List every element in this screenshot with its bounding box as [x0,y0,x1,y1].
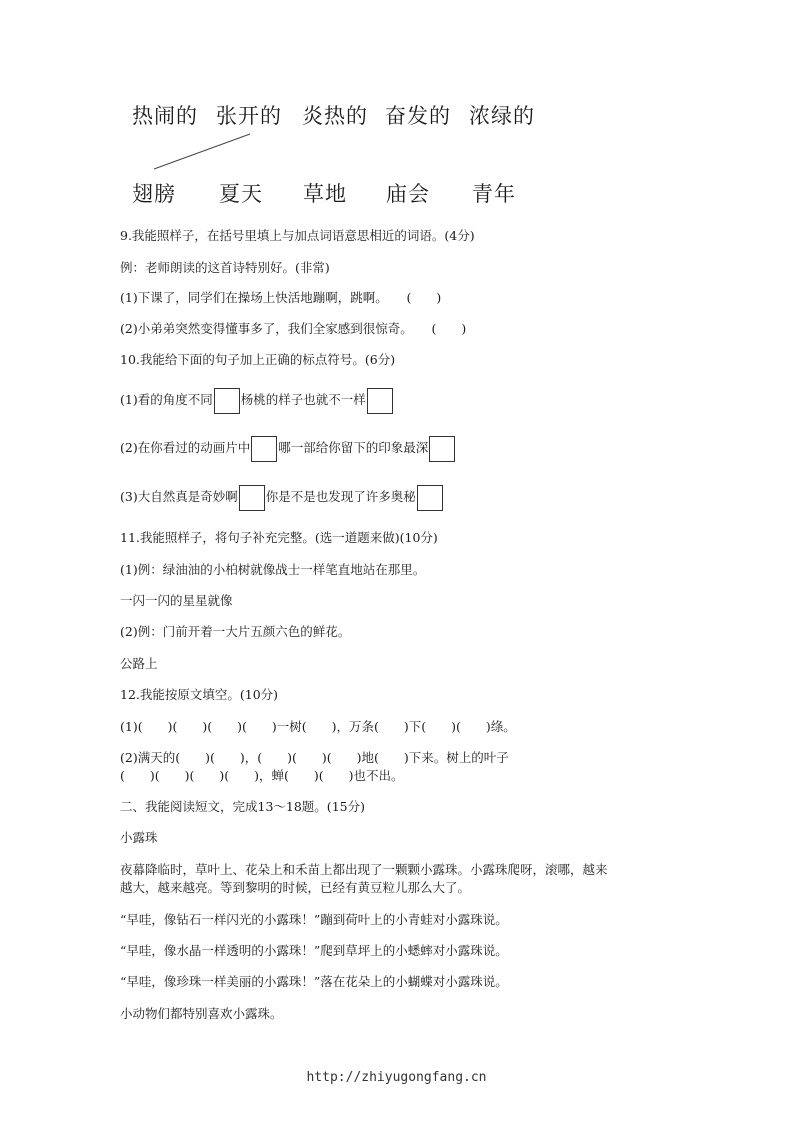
footer-url: http://zhiyugongfang.cn [306,1070,487,1085]
q11-answer-1: 一闪一闪的星星就像 [120,593,233,608]
q10-item-2 [120,434,456,462]
q9-item-1: (1)下课了，同学们在操场上快活地蹦啊，跳啊。 ( ) [120,290,442,305]
match-top-word-5: 浓绿的 [469,104,535,128]
q10-title: 10.我能给下面的句子加上正确的标点符号。(6分) [120,352,396,367]
match-top-word-1: 热闹的 [132,104,198,128]
q10-item-3 [120,483,444,511]
match-bottom-row [0,178,793,218]
punctuation-box[interactable] [239,485,265,511]
passage-para-2: “早哇，像钻石一样闪光的小露珠！”蹦到荷叶上的小青蛙对小露珠说。 [120,912,508,927]
q12-item-1: (1)( )( )( )( )一树( )，万条( )下( )( )绦。 [120,719,516,734]
match-top-word-4: 奋发的 [385,104,451,128]
passage-para-5: 小动物们都特别喜欢小露珠。 [120,1006,283,1021]
match-top-word-2: 张开的 [216,104,282,128]
match-bottom-word-1: 翅膀 [132,182,176,206]
match-top-row [0,100,793,140]
match-bottom-word-4: 庙会 [386,182,430,206]
q9-title: 9.我能照样子，在括号里填上与加点词语意思相近的词语。(4分) [120,228,475,243]
q11-answer-2: 公路上 [120,656,158,671]
q12-title: 12.我能按原文填空。(10分) [120,687,279,702]
punctuation-box[interactable] [429,436,455,462]
q12-item-2-line-2: ( )( )( )( )，蝉( )( )也不出。 [120,768,404,783]
punctuation-box[interactable] [214,388,240,414]
q9-example: 例：老师朗读的这首诗特别好。(非常) [120,260,330,275]
match-bottom-word-5: 青年 [472,182,516,206]
q10-item-2-part-a: (2)在你看过的动画片中 [120,440,251,455]
passage-para-3: “早哇，像水晶一样透明的小露珠！”爬到草坪上的小蟋蟀对小露珠说。 [120,943,508,958]
q10-item-1 [120,386,394,414]
passage-title: 小露珠 [120,830,158,845]
q10-item-1-part-a: (1)看的角度不同 [120,392,213,407]
q11-example-2: (2)例：门前开着一大片五颜六色的鲜花。 [120,624,351,639]
match-bottom-word-2: 夏天 [219,182,263,206]
q10-item-1-part-b: 杨桃的样子也就不一样 [240,392,366,407]
q10-item-3-part-a: (3)大自然真是奇妙啊 [120,489,238,504]
passage-para-4: “早哇，像珍珠一样美丽的小露珠！”落在花朵上的小蝴蝶对小露珠说。 [120,974,508,989]
punctuation-box[interactable] [417,485,443,511]
punctuation-box[interactable] [367,388,393,414]
punctuation-box[interactable] [251,436,277,462]
passage-para-1-line-1: 夜幕降临时，草叶上、花朵上和禾苗上都出现了一颗颗小露珠。小露珠爬呀，滚哪，越来 [120,862,608,877]
q12-item-2-line-1: (2)满天的( )( )，( )( )( )地( )下来。树上的叶子 [120,750,509,765]
passage-para-1-line-2: 越大，越来越亮。等到黎明的时候，已经有黄豆粒儿那么大了。 [120,880,471,895]
q9-item-2: (2)小弟弟突然变得懂事多了，我们全家感到很惊奇。 ( ) [120,321,467,336]
match-bottom-word-3: 草地 [303,182,347,206]
match-top-word-3: 炎热的 [302,104,368,128]
q10-item-2-part-b: 哪一部给你留下的印象最深 [278,440,429,455]
section2-title: 二、我能阅读短文，完成13～18题。(15分) [120,799,365,814]
q11-example-1: (1)例：绿油油的小柏树就像战士一样笔直地站在那里。 [120,562,426,577]
q10-item-3-part-b: 你是不是也发现了许多奥秘 [265,489,416,504]
q11-title: 11.我能照样子，将句子补充完整。(选一道题来做)(10分) [120,530,438,545]
